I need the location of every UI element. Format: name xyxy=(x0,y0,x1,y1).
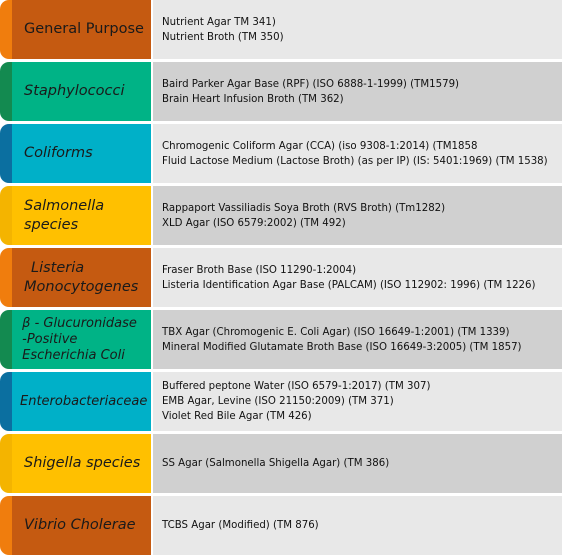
media-item: Nutrient Broth (TM 350) xyxy=(162,31,284,43)
category-label: General Purpose xyxy=(24,21,144,37)
row-accent-tab xyxy=(0,186,12,245)
media-item: XLD Agar (ISO 6579:2002) (TM 492) xyxy=(162,217,346,229)
table-row xyxy=(0,0,562,59)
category-cell xyxy=(12,186,151,245)
media-cell xyxy=(153,0,562,59)
row-accent-tab xyxy=(0,0,12,59)
category-label-line: Escherichia Coli xyxy=(22,347,125,363)
row-accent-tab xyxy=(0,496,12,555)
media-item: Buffered peptone Water (ISO 6579-1:2017) (TM 307) xyxy=(162,381,431,392)
table-row xyxy=(0,186,562,245)
category-cell xyxy=(12,496,151,555)
category-label-line: -Positive xyxy=(22,331,78,347)
table-row xyxy=(0,496,562,555)
category-cell xyxy=(12,434,151,493)
table-row xyxy=(0,434,562,493)
media-item: Rappaport Vassiliadis Soya Broth (RVS Broth) (Tm1282) xyxy=(162,202,446,214)
category-label: Vibrio Cholerae xyxy=(24,517,136,533)
media-item: Fraser Broth Base (ISO 11290-1:2004) xyxy=(162,264,357,276)
media-item: Baird Parker Agar Base (RPF) (ISO 6888-1-1999) (TM1579) xyxy=(162,78,460,90)
category-label-line: β - Glucuronidase xyxy=(22,315,137,331)
media-cell xyxy=(153,62,562,121)
table-row xyxy=(0,310,562,369)
row-accent-tab xyxy=(0,434,12,493)
category-cell xyxy=(12,248,151,307)
media-item: Violet Red Bile Agar (TM 426) xyxy=(162,411,312,422)
media-cell xyxy=(153,248,562,307)
row-accent-tab xyxy=(0,124,12,183)
category-label: Staphylococci xyxy=(24,83,125,99)
media-cell xyxy=(153,434,562,493)
media-cell xyxy=(153,124,562,183)
table-row xyxy=(0,372,562,431)
category-label: Shigella species xyxy=(24,455,141,471)
category-label-line: Salmonella xyxy=(24,197,105,214)
table-row xyxy=(0,248,562,307)
media-item: EMB Agar, Levine (ISO 21150:2009) (TM 371) xyxy=(162,396,394,407)
row-accent-tab xyxy=(0,372,12,431)
media-item: Nutrient Agar TM 341) xyxy=(162,16,276,28)
media-item: Listeria Identification Agar Base (PALCAM) (ISO 112902: 1996) (TM 1226) xyxy=(162,279,536,291)
media-item: TCBS Agar (Modified) (TM 876) xyxy=(162,520,319,531)
media-cell xyxy=(153,372,562,431)
media-item: Chromogenic Coliform Agar (CCA) (iso 9308-1:2014) (TM1858 xyxy=(162,140,478,152)
category-cell xyxy=(12,0,151,59)
table-row xyxy=(0,62,562,121)
media-item: SS Agar (Salmonella Shigella Agar) (TM 386) xyxy=(162,458,390,469)
category-cell xyxy=(12,372,151,431)
category-cell xyxy=(12,310,151,369)
category-label-line: Monocytogenes xyxy=(24,278,139,295)
media-item: TBX Agar (Chromogenic E. Coli Agar) (ISO 16649-1:2001) (TM 1339) xyxy=(162,326,510,338)
category-label: Coliforms xyxy=(24,145,93,161)
row-accent-tab xyxy=(0,248,12,307)
media-item: Fluid Lactose Medium (Lactose Broth) (as per IP) (IS: 5401:1969) (TM 1538) xyxy=(162,155,548,167)
category-cell xyxy=(12,124,151,183)
row-accent-tab xyxy=(0,62,12,121)
category-label-line: species xyxy=(24,216,79,233)
table-row xyxy=(0,124,562,183)
media-item: Mineral Modified Glutamate Broth Base (ISO 16649-3:2005) (TM 1857) xyxy=(162,341,522,353)
category-cell xyxy=(12,62,151,121)
media-cell xyxy=(153,496,562,555)
category-label-line: Listeria xyxy=(31,259,85,276)
media-item: Brain Heart Infusion Broth (TM 362) xyxy=(162,93,344,105)
row-accent-tab xyxy=(0,310,12,369)
category-label: Enterobacteriaceae xyxy=(20,394,148,409)
media-cell xyxy=(153,310,562,369)
media-cell xyxy=(153,186,562,245)
